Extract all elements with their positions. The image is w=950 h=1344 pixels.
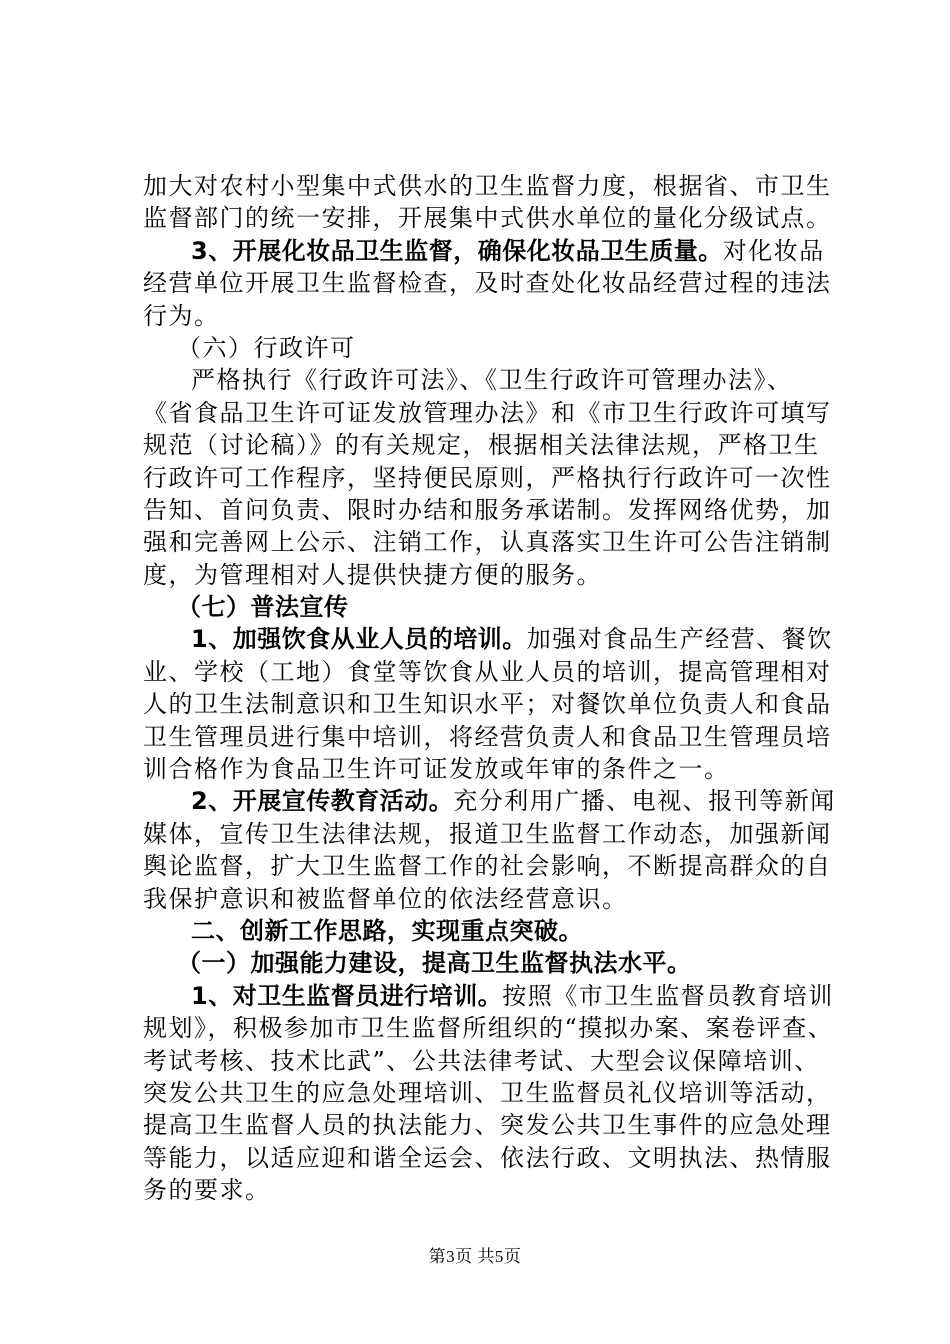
paragraph-line: [143, 688, 833, 720]
paragraph-line: [143, 753, 833, 785]
paragraph-line: [143, 1142, 833, 1174]
line-text: 度，为管理相对人提供快捷方便的服务。: [143, 560, 602, 589]
line-text: 舆论监督，扩大卫生监督工作的社会影响，不断提高群众的自: [143, 852, 832, 881]
line-text: 训合格作为食品卫生许可证发放或年审的条件之一。: [143, 755, 730, 784]
line-text: 加大对农村小型集中式供水的卫生监督力度，根据省、市卫生: [143, 172, 832, 200]
document-body: [143, 170, 836, 1207]
paragraph-line: [143, 267, 833, 299]
paragraph-line: [143, 364, 833, 396]
line-text: 提高卫生监督人员的执法能力、突发公共卫生事件的应急处理: [143, 1111, 832, 1140]
paragraph-line: [143, 559, 833, 591]
paragraph-line: [143, 526, 833, 558]
line-text: 卫生管理员进行集中培训，将经营负责人和食品卫生管理员培: [143, 722, 832, 751]
paragraph-line: [143, 170, 833, 202]
paragraph-line: [143, 1077, 833, 1109]
line-text: 突发公共卫生的应急处理培训、卫生监督员礼仪培训等活动，: [143, 1078, 832, 1107]
line-text: 等能力，以适应迎和谐全运会、依法行政、文明执法、热情服: [143, 1143, 832, 1172]
heading-text: （一）加强能力建设，提高卫生监督执法水平。: [177, 949, 692, 978]
line-text: 业、学校（工地）食堂等饮食从业人员的培训，提高管理相对: [143, 657, 832, 686]
heading-text: 二、创新工作思路，实现重点突破。: [191, 916, 583, 945]
section-heading: [143, 332, 833, 364]
line-text: 监督部门的统一安排，开展集中式供水单位的量化分级试点。: [143, 204, 832, 233]
line-text: 严格执行《行政许可法》、《卫生行政许可管理办法》、: [191, 366, 793, 395]
line-text: 规划》，积极参加市卫生监督所组织的“摸拟办案、案卷评查、: [143, 1014, 834, 1043]
line-text: 按照《市卫生监督员教育培训: [502, 981, 834, 1010]
paragraph-line: [143, 397, 833, 429]
paragraph-line: [143, 883, 833, 915]
line-text: 经营单位开展卫生监督检查，及时查处化妆品经营过程的违法: [143, 269, 832, 298]
line-text: 人的卫生法制意识和卫生知识水平；对餐饮单位负责人和食品: [143, 690, 832, 719]
line-text: 加强对食品生产经营、餐饮: [526, 625, 833, 654]
line-text: 我保护意识和被监督单位的依法经营意识。: [143, 884, 628, 913]
line-text: 对化妆品: [722, 236, 825, 265]
bold-lead: 3、开展化妆品卫生监督，确保化妆品卫生质量。: [191, 236, 723, 265]
section-heading: [143, 915, 833, 947]
bold-lead: 2、开展宣传教育活动。: [191, 787, 454, 816]
paragraph-line: [143, 818, 833, 850]
paragraph-line: [143, 1045, 833, 1077]
bold-lead: 1、对卫生监督员进行培训。: [191, 981, 503, 1010]
heading-text: （六）行政许可: [177, 333, 356, 362]
paragraph-line: [143, 1174, 833, 1206]
paragraph-line: [143, 785, 836, 817]
line-text: 强和完善网上公示、注销工作，认真落实卫生许可公告注销制: [143, 528, 832, 557]
paragraph-line: [143, 429, 833, 461]
line-text: 行为。: [143, 301, 220, 330]
paragraph-line: [143, 235, 833, 267]
paragraph-line: [143, 202, 833, 234]
line-text: 充分利用广播、电视、报刊等新闻: [453, 787, 836, 816]
line-text: 媒体，宣传卫生法律法规，报道卫生监督工作动态，加强新闻: [143, 819, 832, 848]
paragraph-line: [143, 462, 833, 494]
heading-text: （七）普法宣传: [177, 593, 349, 622]
paragraph-line: [143, 300, 833, 332]
line-text: 行政许可工作程序，坚持便民原则，严格执行行政许可一次性: [143, 463, 832, 492]
line-text: 考试考核、技术比武”、公共法律考试、大型会议保障培训、: [143, 1046, 820, 1075]
section-heading: [143, 591, 833, 623]
section-heading: [143, 947, 833, 979]
paragraph-line: [143, 623, 833, 655]
page-number-footer: 第3页 共5页: [428, 1247, 522, 1266]
bold-lead: 1、加强饮食从业人员的培训。: [191, 625, 527, 654]
paragraph-line: [143, 494, 833, 526]
paragraph-line: [143, 980, 833, 1012]
paragraph-line: [143, 721, 833, 753]
paragraph-line: [143, 656, 833, 688]
line-text: 告知、首问负责、限时办结和服务承诺制。发挥网络优势，加: [143, 495, 832, 524]
paragraph-line: [143, 850, 833, 882]
line-text: 务的要求。: [143, 1176, 271, 1205]
line-text: 《省食品卫生许可证发放管理办法》和《市卫生行政许可填写: [143, 398, 832, 427]
paragraph-line: [143, 1109, 833, 1141]
line-text: 规范（讨论稿）》的有关规定，根据相关法律法规，严格卫生: [143, 431, 820, 460]
paragraph-line: [143, 1012, 833, 1044]
